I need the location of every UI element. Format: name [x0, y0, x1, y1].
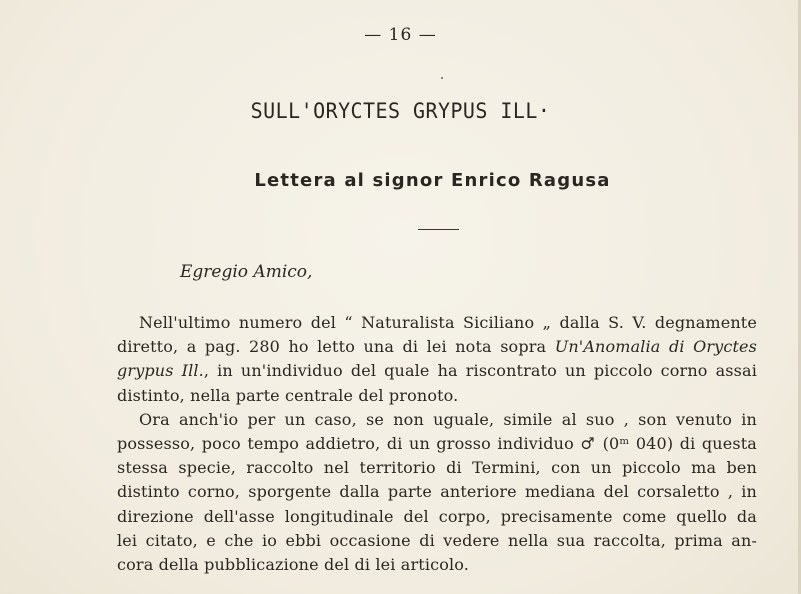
salutation: Egregio Amico, [180, 262, 313, 282]
text-line: cora della pubblicazione del di lei articolo. [117, 555, 470, 575]
text-line: distinto corno, sporgente dalla parte anteriore mediana del corsaletto , in [117, 482, 757, 502]
letter-body [117, 311, 757, 577]
text-run: Nell'ultimo numero del “ Naturalista Siciliano „ dalla S. V. degnamente [139, 313, 757, 332]
text-line: lei citato, e che io ebbi occasione di vedere nella sua raccolta, prima an- [117, 530, 757, 550]
italic-species-run: grypus Ill. [117, 361, 204, 381]
text-line: possesso, poco tempo addietro, di un grosso individuo ♂ (0ᵐ 040) di questa [117, 434, 757, 454]
text-line: stessa specie, raccolto nel territorio di Termini, con un piccolo ma ben [117, 458, 757, 478]
text-line [117, 359, 757, 383]
text-line: direzione dell'asse longitudinale del corpo, precisamente come quello da [117, 506, 757, 526]
italic-title-run: Un'Anomalia di Oryctes [554, 337, 758, 357]
section-divider [418, 229, 459, 230]
paragraph-1 [117, 311, 757, 408]
text-run: diretto, a pag. 280 ho letto una di lei nota sopra [117, 337, 555, 357]
text-run: , in un'individuo del quale ha riscontrato un piccolo corno assai [203, 361, 757, 381]
print-speck [441, 77, 443, 79]
text-run: distinto, nella parte centrale del pronoto. [117, 385, 459, 405]
page-number: — 16 — [364, 25, 437, 45]
text-line [117, 335, 757, 359]
paragraph-2 [117, 408, 757, 577]
text-line: Ora anch'io per un caso, se non uguale, simile al suo , son venuto in [139, 409, 757, 429]
article-title: SULL'ORYCTES GRYPUS ILL· [250, 99, 551, 123]
text-line [117, 311, 757, 335]
article-subtitle: Lettera al signor Enrico Ragusa [254, 170, 611, 191]
text-line [117, 384, 757, 408]
